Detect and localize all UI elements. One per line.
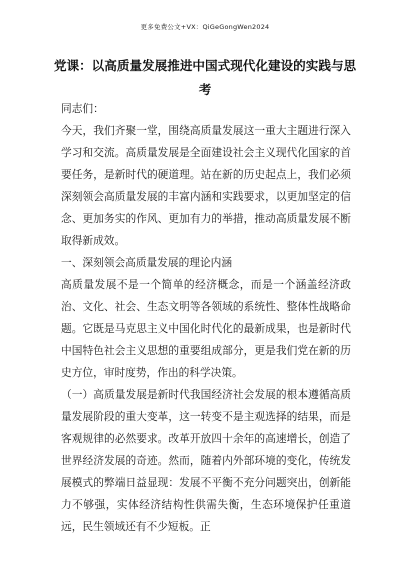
section-heading-1: 一、深刻领会高质量发展的理论内涵	[61, 256, 233, 269]
document-body	[61, 98, 351, 538]
document-title: 党课：以高质量发展推进中国式现代化建设的实践与思考	[53, 58, 357, 97]
subsection-paragraph-1: （一）高质量发展是新时代我国经济社会发展的根本遵循高质量发展阶段的重大变革，这一转变不是主观选择的结果，而是客观规律的必然要求。改革开放四十余年的高速增长，创造了世界经济发展的奇迹。然而，随着内外部环境的变化，传统发展模式的弊端日益显现：发展不平衡不充分问题突出，创新能力不够强，实体经济结构性供需失衡，生态环境保护任重道远，民生领域还有不少短板。正	[61, 388, 351, 533]
salutation: 同志们：	[61, 102, 104, 115]
paragraph-intro: 今天，我们齐聚一堂，围绕高质量发展这一重大主题进行深入学习和交流。高质量发展是全面建设社会主义现代化国家的首要任务，是新时代的硬道理。站在新的历史起点上，我们必须深刻领会高质量发展的丰富内涵和实践要求，以更加坚定的信念、更加务实的作风、更加有力的举措，推动高质量发展不断取得新成效。	[61, 124, 351, 247]
paragraph-theory: 高质量发展不是一个简单的经济概念，而是一个涵盖经济政治、文化、社会、生态文明等各领域的系统性、整体性战略命题。它既是马克思主义中国化时代化的最新成果，也是新时代中国特色社会主义思想的重要组成部分，更是我们党在新的历史方位，审时度势，作出的科学决策。	[61, 278, 351, 379]
header-note: 更多免费公文+VX：QiGeGongWen2024	[140, 23, 270, 31]
